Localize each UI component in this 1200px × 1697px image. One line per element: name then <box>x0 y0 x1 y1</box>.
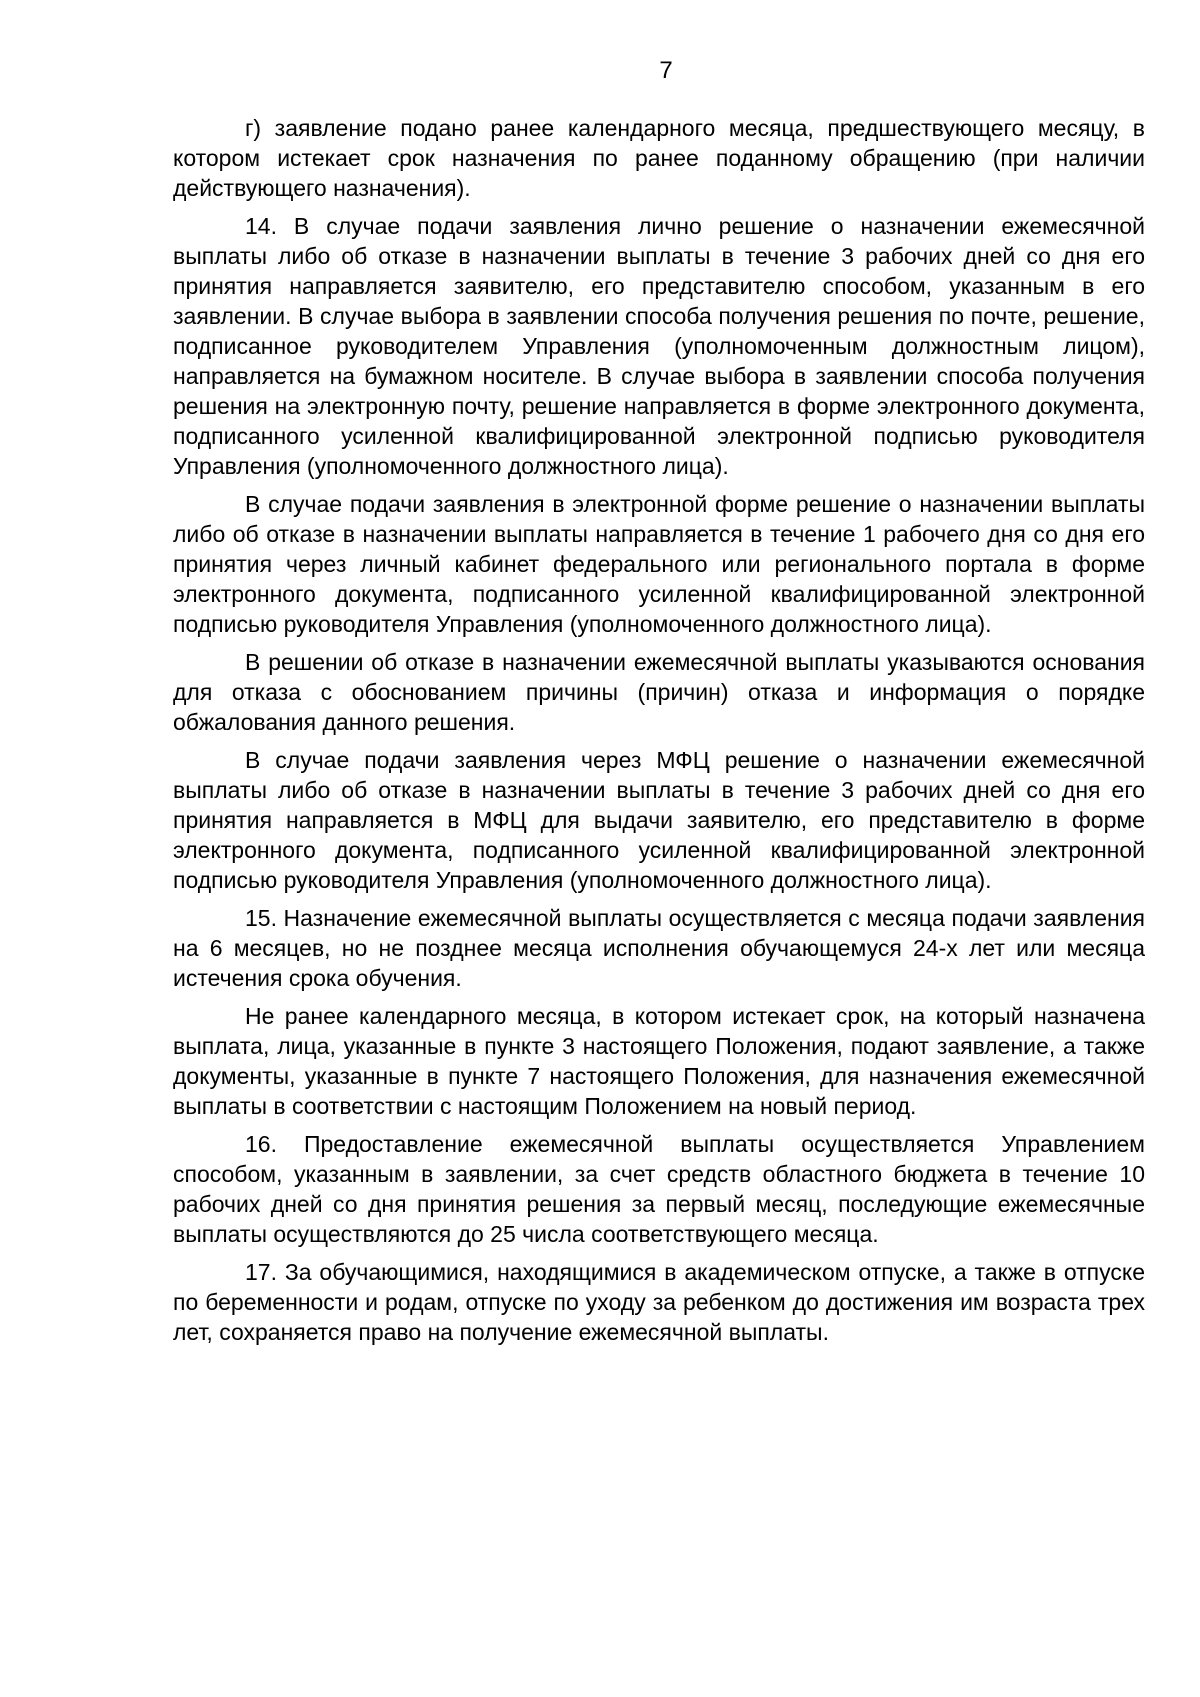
page-number: 7 <box>659 57 673 84</box>
paragraph-14: 14. В случае подачи заявления лично решение о назначении ежемесячной выплаты либо об отказе в назначении выплаты в течение 3 рабочих дней со дня его принятия направляется заявителю, его представителю способом, указанным в его заявлении. В случае выбора в заявлении способа получения решения по почте, решение, подписанное руководителем Управления (уполномоченным должностным лицом), направляется на бумажном носителе. В случае выбора в заявлении способа получения решения на электронную почту, решение направляется в форме электронного документа, подписанного усиленной квалифицированной электронной подписью руководителя Управления (уполномоченного должностного лица). <box>173 213 1145 479</box>
paragraph-16: 16. Предоставление ежемесячной выплаты осуществляется Управлением способом, указанным в заявлении, за счет средств областного бюджета в течение 10 рабочих дней со дня принятия решения за первый месяц, последующие ежемесячные выплаты осуществляются до 25 числа соответствующего месяца. <box>173 1131 1145 1247</box>
paragraph-refusal-grounds: В решении об отказе в назначении ежемесячной выплаты указываются основания для отказа с обоснованием причины (причин) отказа и информация о порядке обжалования данного решения. <box>173 649 1145 735</box>
paragraph-mfc-submission: В случае подачи заявления через МФЦ решение о назначении ежемесячной выплаты либо об отказе в назначении выплаты в течение 3 рабочих дней со дня его принятия направляется в МФЦ для выдачи заявителю, его представителю в форме электронного документа, подписанного усиленной квалифицированной электронной подписью руководителя Управления (уполномоченного должностного лица). <box>173 747 1145 893</box>
paragraph-subitem-g: г) заявление подано ранее календарного месяца, предшествующего месяцу, в котором истекает срок назначения по ранее поданному обращению (при наличии действующего назначения). <box>173 115 1145 201</box>
paragraph-15: 15. Назначение ежемесячной выплаты осуществляется с месяца подачи заявления на 6 месяцев, но не позднее месяца исполнения обучающемуся 24-х лет или месяца истечения срока обучения. <box>173 905 1145 991</box>
paragraph-electronic-submission: В случае подачи заявления в электронной форме решение о назначении выплаты либо об отказе в назначении выплаты направляется в течение 1 рабочего дня со дня его принятия через личный кабинет федерального или регионального портала в форме электронного документа, подписанного усиленной квалифицированной электронной подписью руководителя Управления (уполномоченного должностного лица). <box>173 491 1145 637</box>
paragraph-renewal: Не ранее календарного месяца, в котором истекает срок, на который назначена выплата, лица, указанные в пункте 3 настоящего Положения, подают заявление, а также документы, указанные в пункте 7 настоящего Положения, для назначения ежемесячной выплаты в соответствии с настоящим Положением на новый период. <box>173 1003 1145 1119</box>
paragraph-17: 17. За обучающимися, находящимися в академическом отпуске, а также в отпуске по беременности и родам, отпуске по уходу за ребенком до достижения им возраста трех лет, сохраняется право на получение ежемесячной выплаты. <box>173 1259 1145 1345</box>
document-body <box>173 113 1145 1355</box>
